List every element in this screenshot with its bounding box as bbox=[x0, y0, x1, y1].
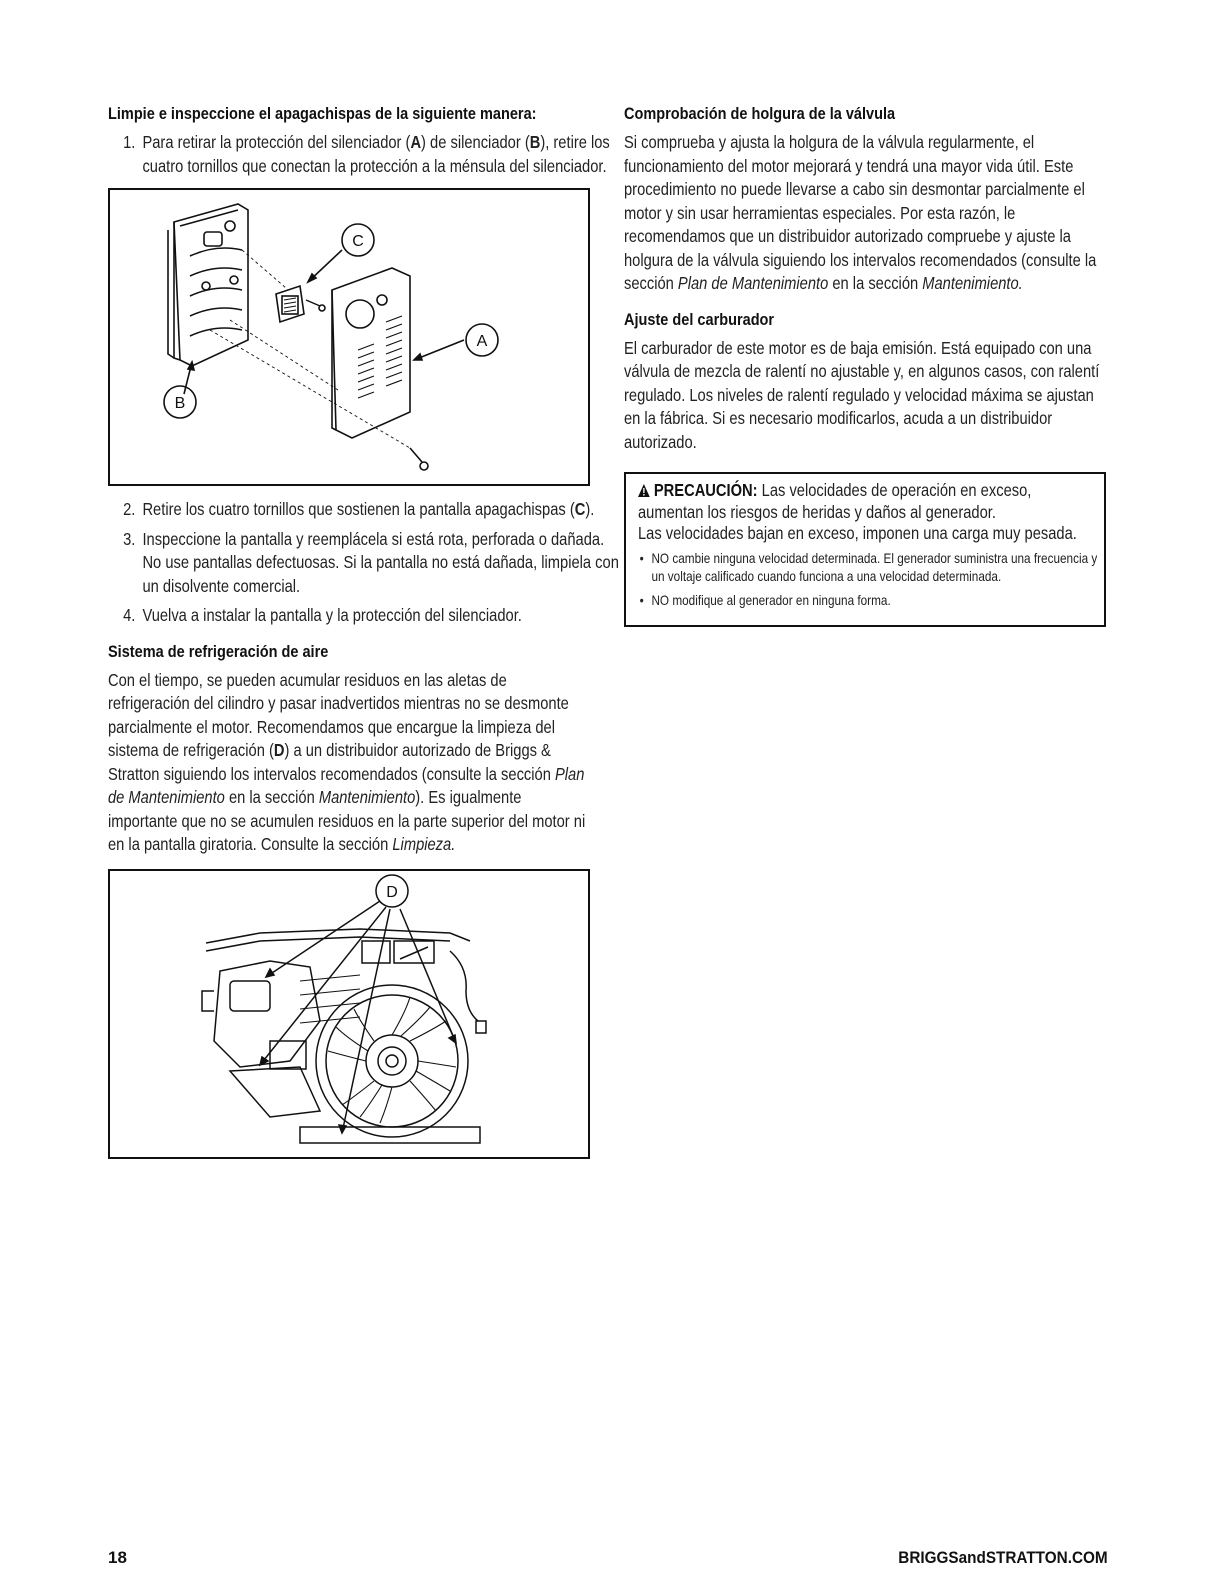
label-a: A bbox=[476, 333, 488, 350]
caution-bullets bbox=[638, 549, 1098, 609]
list-item: • NO cambie ninguna velocidad determinada. El generador suministra una frecuencia y un voltaje calificado cuando funciona a una velocidad determinada. bbox=[638, 549, 1107, 585]
label-d: D bbox=[386, 883, 398, 901]
footer-website: BRIGGSandSTRATTON.COM bbox=[898, 1548, 1108, 1567]
engine-figure bbox=[108, 869, 590, 1159]
steps-list-b bbox=[108, 498, 619, 628]
engine-diagram bbox=[110, 871, 588, 1157]
carburetor-paragraph: El carburador de este motor es de baja emisión. Está equipado con una válvula de mezcla de ralentí no ajustable y, en algunos casos, con ralentí regulado. Los niveles de ralentí regulado y velocidad máxima se ajustan en la fábrica. Si es necesario modificarlos, acuda a un distribuidor autorizado. bbox=[624, 337, 1100, 452]
muffler-diagram bbox=[110, 190, 588, 484]
valve-clearance-heading: Comprobación de holgura de la válvula bbox=[624, 105, 896, 123]
steps-list-a bbox=[108, 131, 610, 178]
list-item: • NO modifique al generador en ninguna forma. bbox=[638, 591, 1107, 609]
caution-title: PRECAUCIÓN: bbox=[653, 480, 758, 500]
caution-text: PRECAUCIÓN: Las velocidades de operación en exceso, aumentan los riesgos de heridas y daños al generador. bbox=[638, 480, 1032, 522]
label-b: B bbox=[174, 395, 186, 412]
label-c: C bbox=[352, 233, 364, 250]
right-column bbox=[624, 104, 1108, 627]
list-item: 1. Para retirar la protección del silenciador (A) de silenciador (B), retire los cuatro tornillos que conectan la protección a la ménsula del silenciador. bbox=[123, 132, 610, 176]
caution-text-2: Las velocidades bajan en exceso, imponen una carga muy pesada. bbox=[638, 523, 1077, 543]
page-number: 18 bbox=[108, 1548, 127, 1567]
list-item: 4. Vuelva a instalar la pantalla y la protección del silenciador. bbox=[123, 605, 522, 625]
list-item: 2. Retire los cuatro tornillos que sostienen la pantalla apagachispas (C). bbox=[123, 499, 595, 519]
carburetor-heading: Ajuste del carburador bbox=[624, 310, 775, 329]
caution-box bbox=[624, 472, 1106, 627]
muffler-figure bbox=[108, 188, 590, 486]
list-item: 3. Inspeccione la pantalla y reemplácela si está rota, perforada o dañada. No use pantallas defectuosas. Si la pantalla no está dañada, limpiela con un disolvente comercial. bbox=[123, 528, 619, 596]
cooling-paragraph: Con el tiempo, se pueden acumular residuos en las aletas de refrigeración del cilindro y pasar inadvertidos mientras no se desmonte parcialmente el motor. Recomendamos que encargue la limpieza del sistema de refrigeración (D) a un distribuidor autorizado de Briggs & Stratton siguiendo los intervalos recomendados (consulte la sección Plan de Mantenimiento en la sección Mantenimiento). Es igualmente importante que no se acumulen residuos en la parte superior del motor ni en la pantalla giratoria. Consulte la sección Limpieza. bbox=[108, 669, 586, 854]
warning-triangle-icon bbox=[638, 484, 650, 497]
cooling-heading: Sistema de refrigeración de aire bbox=[108, 642, 329, 661]
spark-arrester-heading: Limpie e inspeccione el apagachispas de la siguiente manera: bbox=[108, 105, 537, 123]
left-column bbox=[108, 104, 619, 1159]
valve-clearance-paragraph: Si comprueba y ajusta la holgura de la válvula regularmente, el funcionamiento del motor mejorará y tendrá una mayor vida útil. Este procedimiento no puede llevarse a cabo sin desmontar parcialmente el motor y sin usar herramientas especiales. Por esta razón, le recomendamos que un distribuidor autorizado compruebe y ajuste la holgura de la válvula siguiendo los intervalos recomendados (consulte la sección Plan de Mantenimiento en la sección Mantenimiento. bbox=[624, 132, 1097, 293]
